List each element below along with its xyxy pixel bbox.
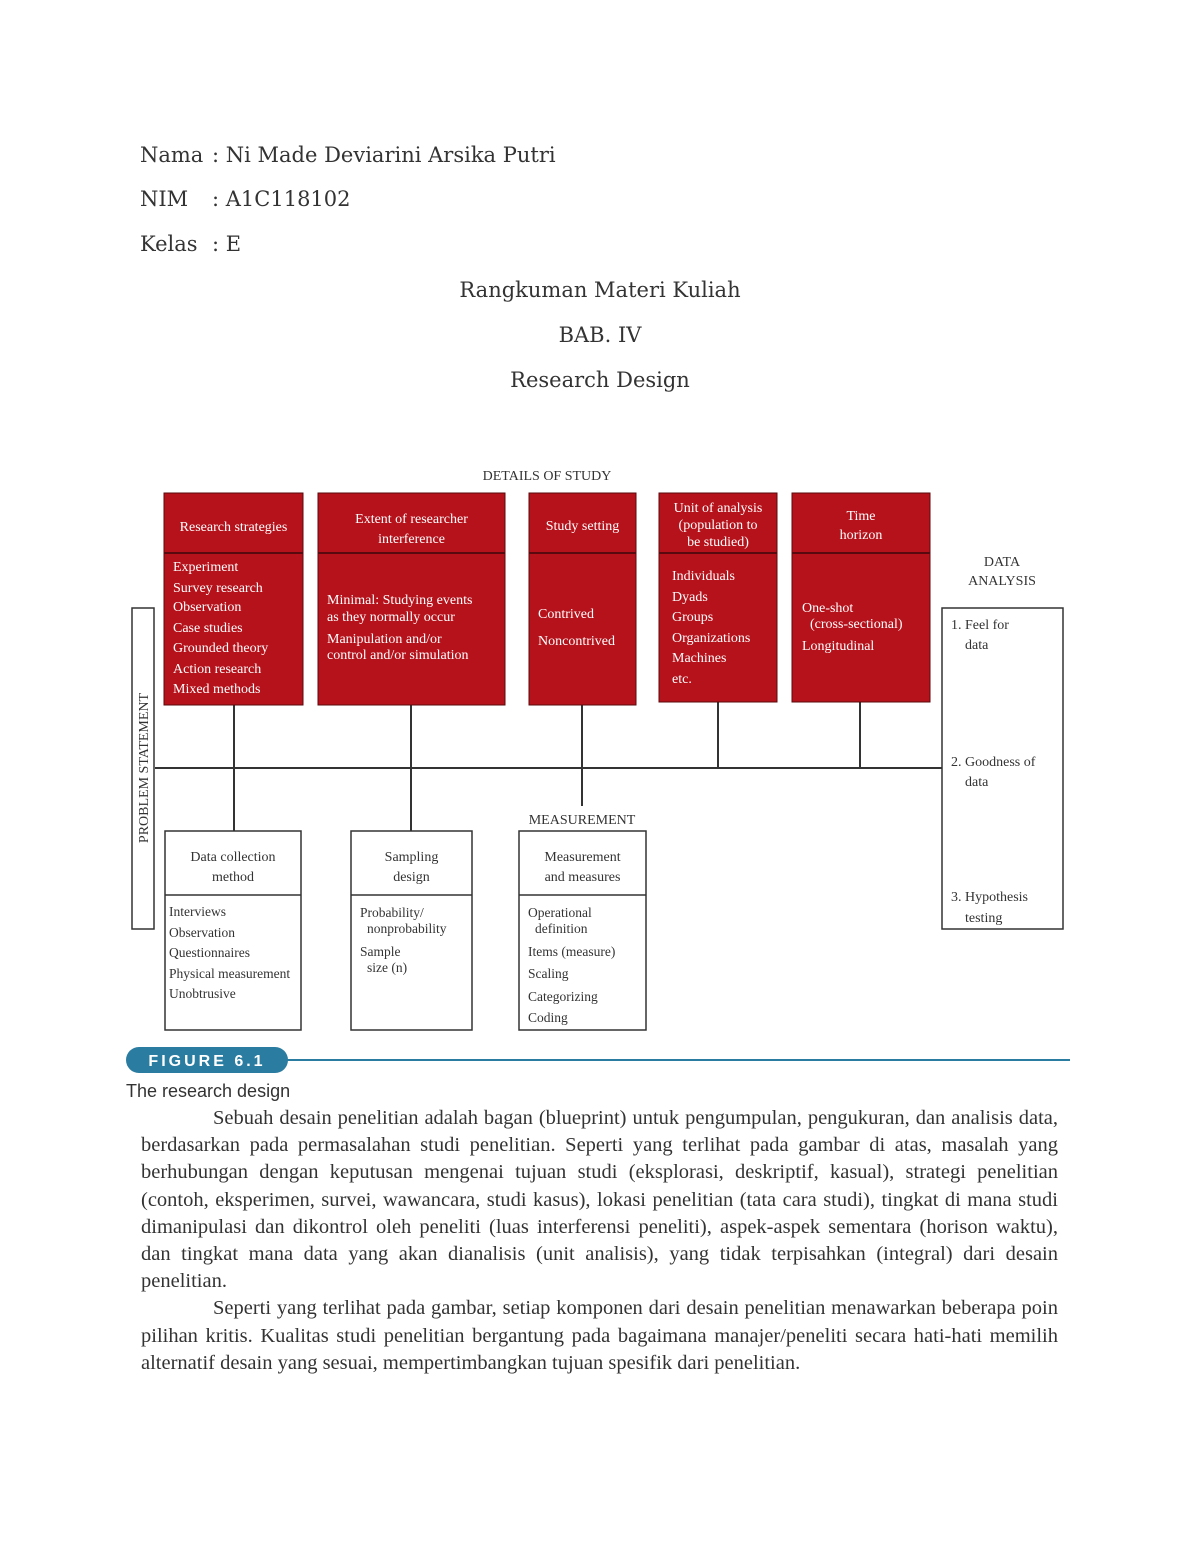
detail-box-header: Time	[846, 509, 876, 524]
data-analysis-item: data	[965, 638, 989, 653]
detail-box-item: Observation	[173, 600, 242, 615]
detail-box-header: Research strategies	[179, 520, 288, 535]
bottom-box-header: method	[212, 870, 254, 885]
detail-box-item: Manipulation and/or	[327, 632, 442, 647]
nama-value: : Ni Made Deviarini Arsika Putri	[212, 143, 556, 167]
bottom-box-item: Unobtrusive	[169, 986, 236, 1001]
detail-box-5	[792, 493, 930, 702]
paragraph-2: Seperti yang terlihat pada gambar, setiap komponen dari desain penelitian menawarkan beberapa poin pilihan kritis. Kualitas studi penelitian bergantung pada bagaimana manajer/peneliti secara hati-hati memilih alternatif desain yang sesuai, mempertimbangkan tujuan spesifik dari penelitian.	[141, 1297, 1058, 1374]
bottom-box-item: Questionnaires	[169, 945, 250, 960]
bottom-box-item: Operational	[528, 905, 592, 920]
bottom-box-item: Observation	[169, 925, 235, 940]
bottom-box-2	[351, 831, 472, 1030]
details-heading: DETAILS OF STUDY	[482, 469, 612, 484]
figure-caption: The research design	[126, 1081, 291, 1101]
detail-box-item: Survey research	[173, 581, 263, 596]
data-analysis-item: 3. Hypothesis	[951, 890, 1028, 905]
detail-box-item: Groups	[672, 610, 714, 625]
detail-box-header: be studied)	[687, 535, 749, 550]
detail-box-header: Study setting	[545, 519, 620, 534]
kelas-label: Kelas	[140, 232, 198, 256]
detail-box-item: Organizations	[672, 631, 751, 646]
bottom-box-item: Interviews	[169, 904, 226, 919]
details-of-study-boxes	[164, 493, 930, 705]
detail-box-item: Experiment	[173, 560, 239, 575]
detail-box-header: horizon	[839, 528, 883, 543]
data-analysis-item: 1. Feel for	[951, 618, 1009, 633]
measurement-heading: MEASUREMENT	[528, 813, 636, 828]
detail-box-item: Mixed methods	[173, 682, 261, 697]
bottom-box-item: Items (measure)	[528, 944, 616, 959]
detail-box-header: Unit of analysis	[673, 501, 763, 516]
bottom-box-header: design	[393, 870, 430, 885]
kelas-value: : E	[212, 232, 242, 256]
detail-box-item: Noncontrived	[538, 634, 615, 649]
detail-box-header: Extent of researcher	[355, 512, 468, 527]
nama-label: Nama	[140, 143, 204, 167]
nim-value: : A1C118102	[212, 187, 351, 211]
problem-statement-label: PROBLEM STATEMENT	[137, 692, 152, 844]
doc-title-line2: BAB. IV	[558, 323, 642, 347]
detail-box-item: Minimal: Studying events	[327, 593, 473, 608]
detail-box-item: etc.	[672, 672, 692, 687]
data-analysis-heading-1: DATA	[983, 555, 1021, 570]
bottom-boxes	[165, 831, 646, 1030]
bottom-box-item: Probability/	[360, 905, 424, 920]
bottom-box-3	[519, 831, 646, 1030]
detail-box-item: Dyads	[672, 590, 708, 605]
detail-box-item: Case studies	[173, 621, 243, 636]
detail-box-item: as they normally occur	[327, 610, 455, 625]
detail-box-item: Longitudinal	[802, 639, 875, 654]
bottom-box-header: and measures	[544, 870, 621, 885]
detail-box-item: One-shot	[802, 601, 854, 616]
detail-box-rect	[792, 493, 930, 702]
detail-box-2	[318, 493, 505, 705]
detail-box-header: interference	[378, 532, 445, 547]
bottom-box-item: Physical measurement	[169, 966, 291, 981]
bottom-box-item: Coding	[528, 1010, 568, 1025]
detail-box-item: Grounded theory	[173, 641, 269, 656]
detail-box-1	[164, 493, 303, 705]
data-analysis-heading-2: ANALYSIS	[968, 574, 1036, 589]
data-analysis-item: data	[965, 775, 989, 790]
detail-box-item: (cross-sectional)	[810, 617, 903, 632]
bottom-box-header: Measurement	[544, 850, 621, 865]
doc-title-line3: Research Design	[510, 368, 690, 392]
paragraph-1: Sebuah desain penelitian adalah bagan (blueprint) untuk pengumpulan, pengukuran, dan analisis data, berdasarkan pada permasalahan studi penelitian. Seperti yang terlihat pada gambar di atas, masalah yang berhubungan dengan keputusan mengenai tujuan studi (eksplorasi, deskriptif, kasual), strategi penelitian (contoh, eksperimen, survei, wawancara, studi kasus), lokasi penelitian (tata cara studi), tingkat di mana studi dimanipulasi dan dikontrol oleh peneliti (luas interferensi peneliti), aspek-aspek sementara (horison waktu), dan tingkat mana data yang akan dianalisis (unit analisis), yang tidak terpisahkan (integral) dari desain penelitian.	[141, 1107, 1058, 1293]
figure-label: FIGURE 6.1	[148, 1053, 266, 1070]
detail-box-item: Contrived	[538, 607, 594, 622]
detail-box-item: Machines	[672, 651, 727, 666]
bottom-box-header: Data collection	[190, 850, 276, 865]
detail-box-item: Individuals	[672, 569, 735, 584]
data-analysis-item: testing	[965, 911, 1003, 926]
bottom-box-1	[165, 831, 301, 1030]
detail-box-header: (population to	[678, 518, 758, 533]
bottom-box-item: Scaling	[528, 966, 569, 981]
bottom-box-item: size (n)	[367, 960, 408, 975]
bottom-box-header: Sampling	[384, 850, 439, 865]
doc-title-line1: Rangkuman Materi Kuliah	[459, 278, 741, 302]
data-analysis-item: 2. Goodness of	[951, 755, 1036, 770]
bottom-box-item: definition	[535, 921, 588, 936]
detail-box-item: Action research	[173, 662, 262, 677]
bottom-box-item: Categorizing	[528, 989, 598, 1004]
connector-lines	[155, 702, 942, 831]
bottom-box-item: nonprobability	[367, 921, 447, 936]
detail-box-4	[659, 493, 777, 702]
bottom-box-item: Sample	[360, 944, 401, 959]
body-text	[141, 1105, 1058, 1377]
detail-box-item: control and/or simulation	[327, 648, 469, 663]
detail-box-3	[529, 493, 636, 705]
nim-label: NIM	[140, 187, 189, 211]
